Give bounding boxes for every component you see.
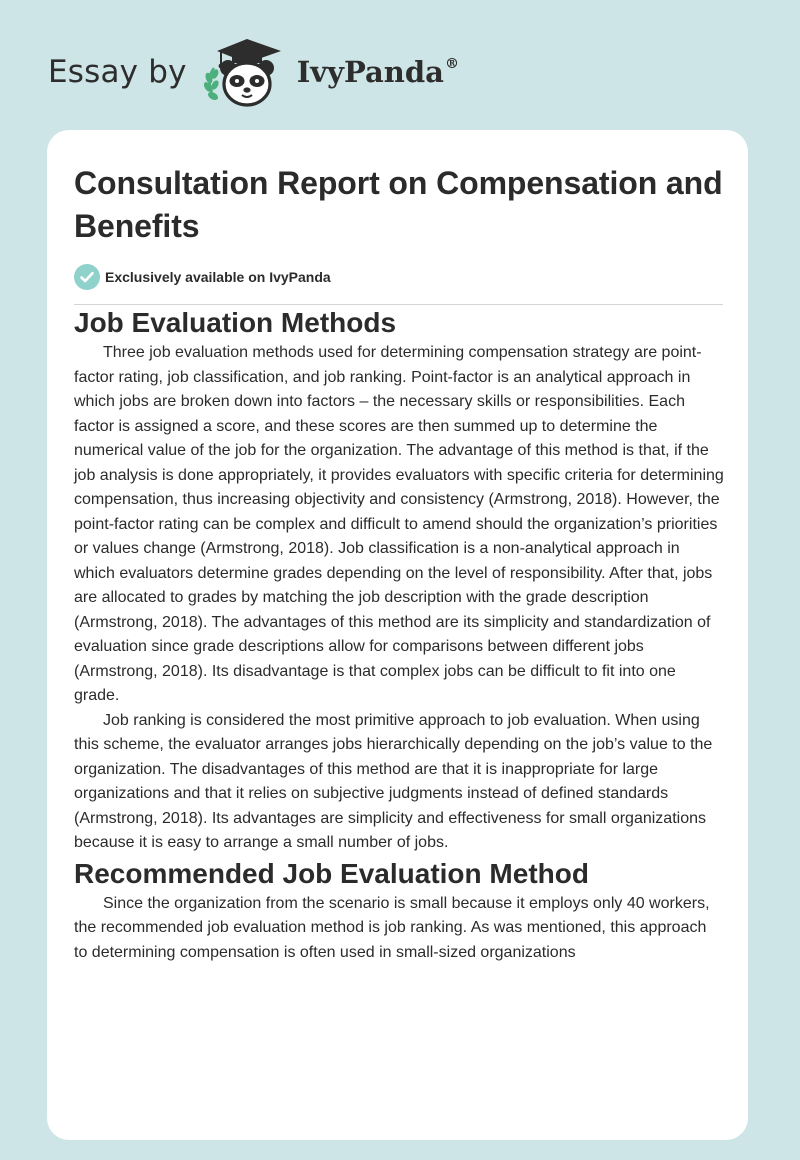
section-heading: Recommended Job Evaluation Method (74, 857, 589, 889)
exclusive-badge (74, 264, 724, 290)
check-circle-icon (74, 264, 100, 290)
paragraph: Since the organization from the scenario is small because it employs only 40 workers, the recommended job evaluation method is job ranking. As was mentioned, this approach to determining compensation is often used in small-sized organizations (74, 894, 710, 961)
paragraph: Three job evaluation methods used for determining compensation strategy are point-factor rating, job classification, and job ranking. Point-factor is an analytical approach in which jobs are broken down into factors – the necessary skills or responsibilities. Each factor is assigned a score, and these scores are then summed up to determine the numerical value of the job for the organization. The advantage of this method is that, if the job analysis is done appropriately, it provides evaluators with specific criteria for determining compensation, thus increasing objectivity and consistency (Armstrong, 2018). However, the point-factor rating can be complex and difficult to amend should the organization’s priorities or values change (Armstrong, 2018). Job classification is a non-analytical approach in which evaluators determine grades depending on the level of responsibility. After that, jobs are allocated to grades by matching the job description with the grade description (Armstrong, 2018). The advantages of this method are its simplicity and standardization of evaluation since grade descriptions allow for comparisons between different jobs (Armstrong, 2018). Its disadvantage is that complex jobs can be difficult to fit into one grade. (74, 344, 724, 704)
section-heading: Job Evaluation Methods (74, 307, 397, 338)
paragraph: Job ranking is considered the most primitive approach to job evaluation. When using this scheme, the evaluator arranges jobs hierarchically depending on the job’s value to the organization. The disadvantages of this method are that it is inappropriate for large organizations and that it relies on subjective judgments instead of defined standards (Armstrong, 2018). Its advantages are simplicity and effectiveness for small organizations because it is easy to arrange a small number of jobs. (74, 711, 713, 851)
essay-card (47, 130, 748, 1140)
page-title: Consultation Report on Compensation and Benefits (74, 165, 723, 244)
brand-header (48, 34, 459, 110)
brand-name[interactable]: IvyPanda® (296, 55, 459, 89)
badge-text: Exclusively available on IvyPanda (105, 269, 331, 285)
brand-prefix: Essay by (48, 54, 187, 90)
panda-graduate-icon[interactable] (199, 34, 295, 110)
registered-mark: ® (444, 56, 459, 72)
